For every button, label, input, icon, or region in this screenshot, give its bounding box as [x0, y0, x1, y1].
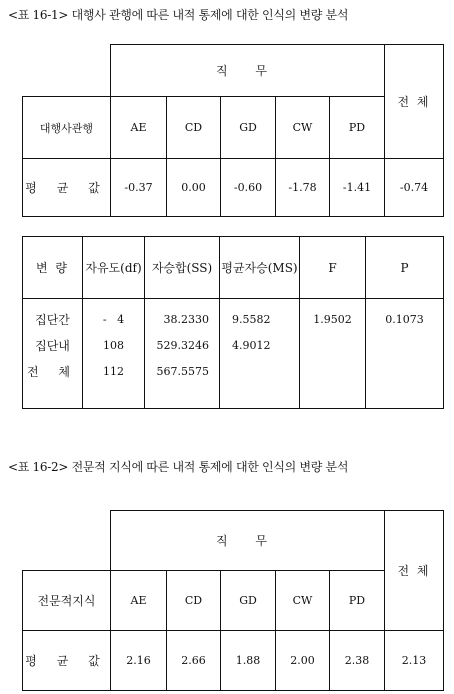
table1-col-cw: CW — [276, 97, 330, 159]
anova-row-total-label: 전 체 — [27, 365, 78, 379]
anova-p-cell — [366, 299, 444, 409]
anova-row-between-ss: 38.2330 — [163, 313, 209, 326]
anova-row-within-df: 108 — [103, 339, 124, 352]
table2-mean-pd: 2.38 — [330, 631, 385, 691]
anova-header-ss: 자승합(SS) — [145, 237, 220, 299]
anova-ms-cell — [220, 299, 300, 409]
table1-mean-label: 평 균 값 — [23, 159, 111, 217]
table2-corner — [23, 511, 111, 571]
table1-col-pd: PD — [330, 97, 385, 159]
table1-mean-pd: -1.41 — [330, 159, 385, 217]
anova-row-total-ms — [232, 359, 299, 385]
table2-caption: <표 16-2> 전문적 지식에 따른 내적 통제에 대한 인식의 변량 분석 — [8, 460, 349, 474]
table1-mean-cd: 0.00 — [167, 159, 221, 217]
table2-col-pd: PD — [330, 571, 385, 631]
table1-mean-cw: -1.78 — [276, 159, 330, 217]
table1 — [22, 44, 444, 217]
anova-header-f: F — [300, 237, 366, 299]
anova-header-ms: 평균자승(MS) — [220, 237, 300, 299]
df-dash: - — [102, 313, 107, 326]
anova-header-p: P — [366, 237, 444, 299]
anova-f-cell — [300, 299, 366, 409]
anova-row-between-df — [83, 307, 144, 333]
table2-mean-label: 평 균 값 — [23, 631, 111, 691]
table2-mean-cd: 2.66 — [167, 631, 221, 691]
anova-row-total-ss: 567.5575 — [156, 365, 209, 378]
anova-row-between-p: 0.1073 — [385, 313, 424, 326]
table2-col-cw: CW — [276, 571, 330, 631]
table1-total-mean: -0.74 — [385, 159, 444, 217]
table1-col-cd: CD — [167, 97, 221, 159]
anova-row-within-ms: 4.9012 — [232, 339, 271, 352]
table2-row-header: 전문적지식 — [23, 571, 111, 631]
table1-col-gd: GD — [221, 97, 276, 159]
table2-mean-cw: 2.00 — [276, 631, 330, 691]
table1-caption: <표 16-1> 대행사 관행에 따른 내적 통제에 대한 인식의 변량 분석 — [8, 8, 349, 22]
table1-group-header: 직 무 — [111, 45, 385, 97]
df-value: 4 — [117, 313, 125, 326]
anova-row-within-label: 집단내 — [35, 339, 70, 353]
table2-col-ae: AE — [111, 571, 167, 631]
table1-mean-gd: -0.60 — [221, 159, 276, 217]
table1-mean-ae: -0.37 — [111, 159, 167, 217]
table1-total-header: 전 체 — [385, 45, 444, 159]
anova-ss-cell — [145, 299, 220, 409]
anova-row-between-label: 집단간 — [35, 313, 70, 327]
table2-total-mean: 2.13 — [385, 631, 444, 691]
table2-total-header: 전 체 — [385, 511, 444, 631]
table2-col-cd: CD — [167, 571, 221, 631]
table1-corner — [23, 45, 111, 97]
table1-col-ae: AE — [111, 97, 167, 159]
table2-group-header: 직 무 — [111, 511, 385, 571]
anova-header-df: 자유도(df) — [83, 237, 145, 299]
anova-df-cell — [83, 299, 145, 409]
anova-row-total-df: 112 — [103, 365, 124, 378]
anova-header-variance: 변 량 — [23, 237, 83, 299]
table2-mean-gd: 1.88 — [221, 631, 276, 691]
table2-mean-ae: 2.16 — [111, 631, 167, 691]
table2 — [22, 510, 444, 691]
anova-row-within-ss: 529.3246 — [156, 339, 209, 352]
anova-row-between-ms: 9.5582 — [232, 313, 271, 326]
anova-row-between-f: 1.9502 — [313, 313, 352, 326]
anova-table — [22, 236, 444, 409]
table1-row-header: 대행사관행 — [23, 97, 111, 159]
table2-col-gd: GD — [221, 571, 276, 631]
anova-label-cell — [23, 299, 83, 409]
